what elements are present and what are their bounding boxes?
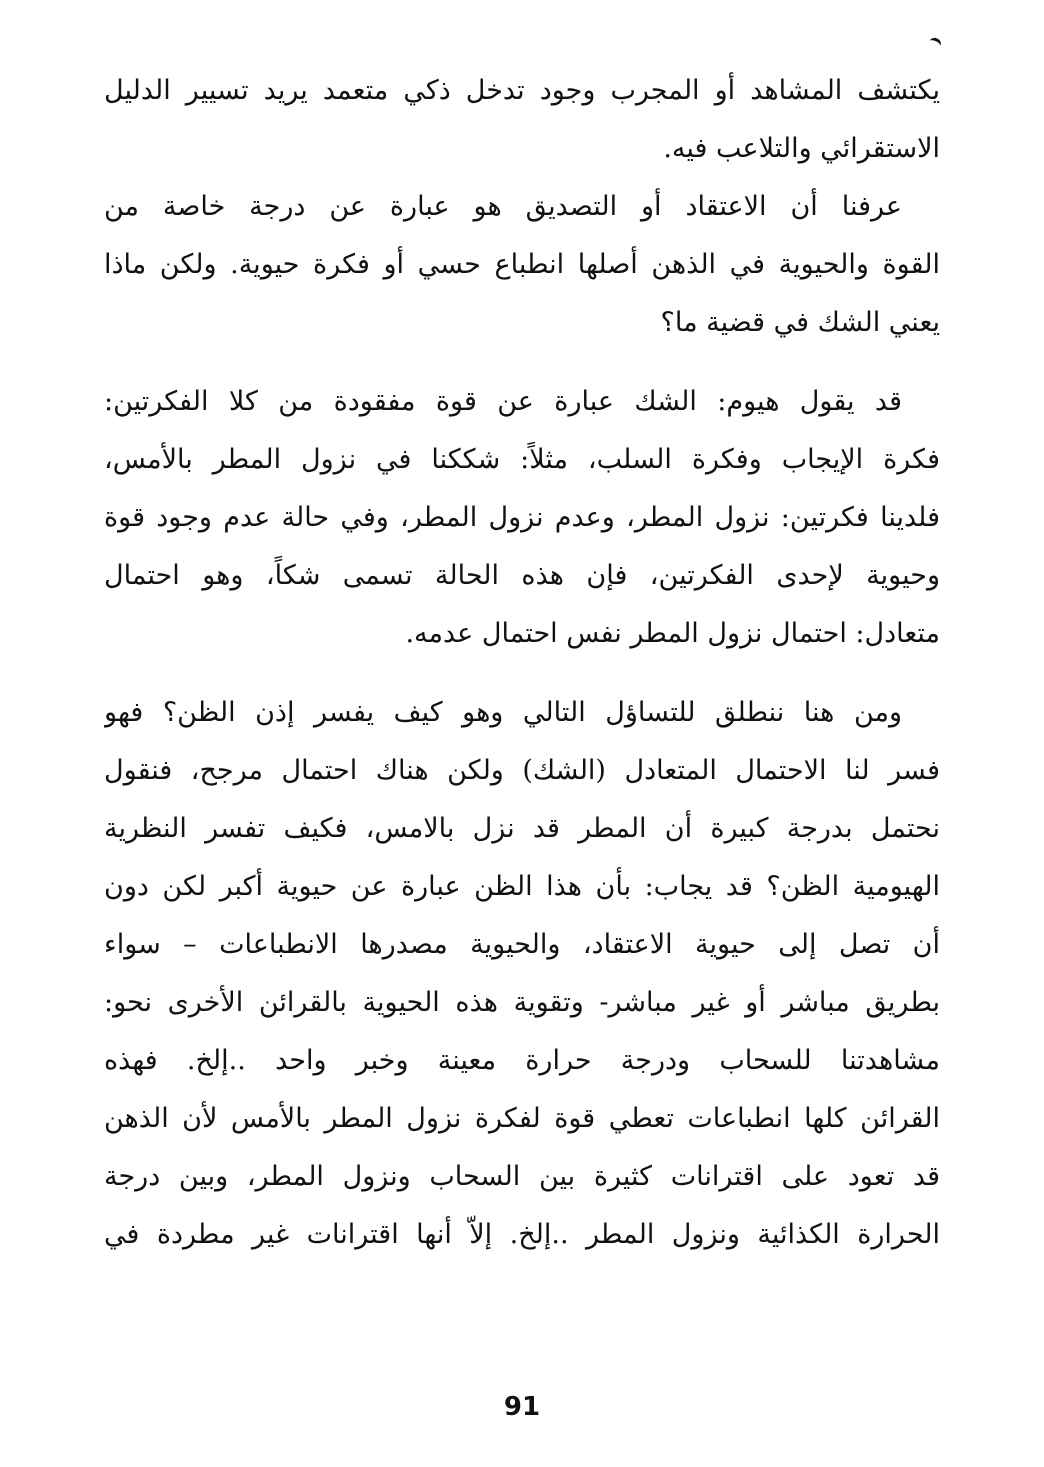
paragraph-2 bbox=[104, 178, 940, 352]
paragraph-gap bbox=[104, 663, 940, 684]
paragraph-1 bbox=[104, 62, 940, 178]
text-line: نحتمل بدرجة كبيرة أن المطر قد نزل بالامس، فكيف تفسر النظرية bbox=[104, 813, 940, 844]
paragraph-gap bbox=[104, 352, 940, 373]
text-line: مشاهدتنا للسحاب ودرجة حرارة معينة وخبر واحد ..إلخ. فهذه bbox=[104, 1045, 940, 1076]
text-line: يعني الشك في قضية ما؟ bbox=[660, 307, 940, 338]
text-line: أن تصل إلى حيوية الاعتقاد، والحيوية مصدرها الانطباعات – سواء bbox=[104, 929, 940, 960]
text-line: يكتشف المشاهد أو المجرب وجود تدخل ذكي متعمد يريد تسيير الدليل bbox=[104, 75, 940, 106]
corner-mark bbox=[927, 36, 943, 51]
text-line: فكرة الإيجاب وفكرة السلب، مثلاً: شككنا في نزول المطر بالأمس، bbox=[104, 444, 940, 475]
text-line: قد تعود على اقترانات كثيرة بين السحاب ونزول المطر، وبين درجة bbox=[104, 1161, 940, 1192]
text-line: فسر لنا الاحتمال المتعادل (الشك) ولكن هناك احتمال مرجح، فنقول bbox=[104, 755, 940, 786]
paragraph-4 bbox=[104, 684, 940, 1264]
page-number: 91 bbox=[503, 1392, 541, 1422]
page-body bbox=[104, 62, 940, 1264]
text-line: متعادل: احتمال نزول المطر نفس احتمال عدمه. bbox=[405, 618, 940, 649]
text-line: بطريق مباشر أو غير مباشر- وتقوية هذه الحيوية بالقرائن الأخرى نحو: bbox=[104, 987, 940, 1018]
paragraph-3 bbox=[104, 373, 940, 663]
text-line: وحيوية لإحدى الفكرتين، فإن هذه الحالة تسمى شكاً، وهو احتمال bbox=[104, 560, 940, 591]
text-line: القرائن كلها انطباعات تعطي قوة لفكرة نزول المطر بالأمس لأن الذهن bbox=[104, 1103, 940, 1134]
text-line: القوة والحيوية في الذهن أصلها انطباع حسي أو فكرة حيوية. ولكن ماذا bbox=[104, 249, 940, 280]
text-line: الاستقرائي والتلاعب فيه. bbox=[663, 133, 940, 164]
text-line: عرفنا أن الاعتقاد أو التصديق هو عبارة عن درجة خاصة من bbox=[104, 191, 902, 222]
text-line: فلدينا فكرتين: نزول المطر، وعدم نزول المطر، وفي حالة عدم وجود قوة bbox=[104, 502, 940, 533]
text-line: الهيومية الظن؟ قد يجاب: بأن هذا الظن عبارة عن حيوية أكبر لكن دون bbox=[104, 871, 940, 902]
text-line: ومن هنا ننطلق للتساؤل التالي وهو كيف يفسر إذن الظن؟ فهو bbox=[104, 697, 902, 728]
text-line: قد يقول هيوم: الشك عبارة عن قوة مفقودة من كلا الفكرتين: bbox=[104, 386, 902, 417]
text-line: الحرارة الكذائية ونزول المطر ..إلخ. إلاّ أنها اقترانات غير مطردة في bbox=[104, 1219, 940, 1250]
